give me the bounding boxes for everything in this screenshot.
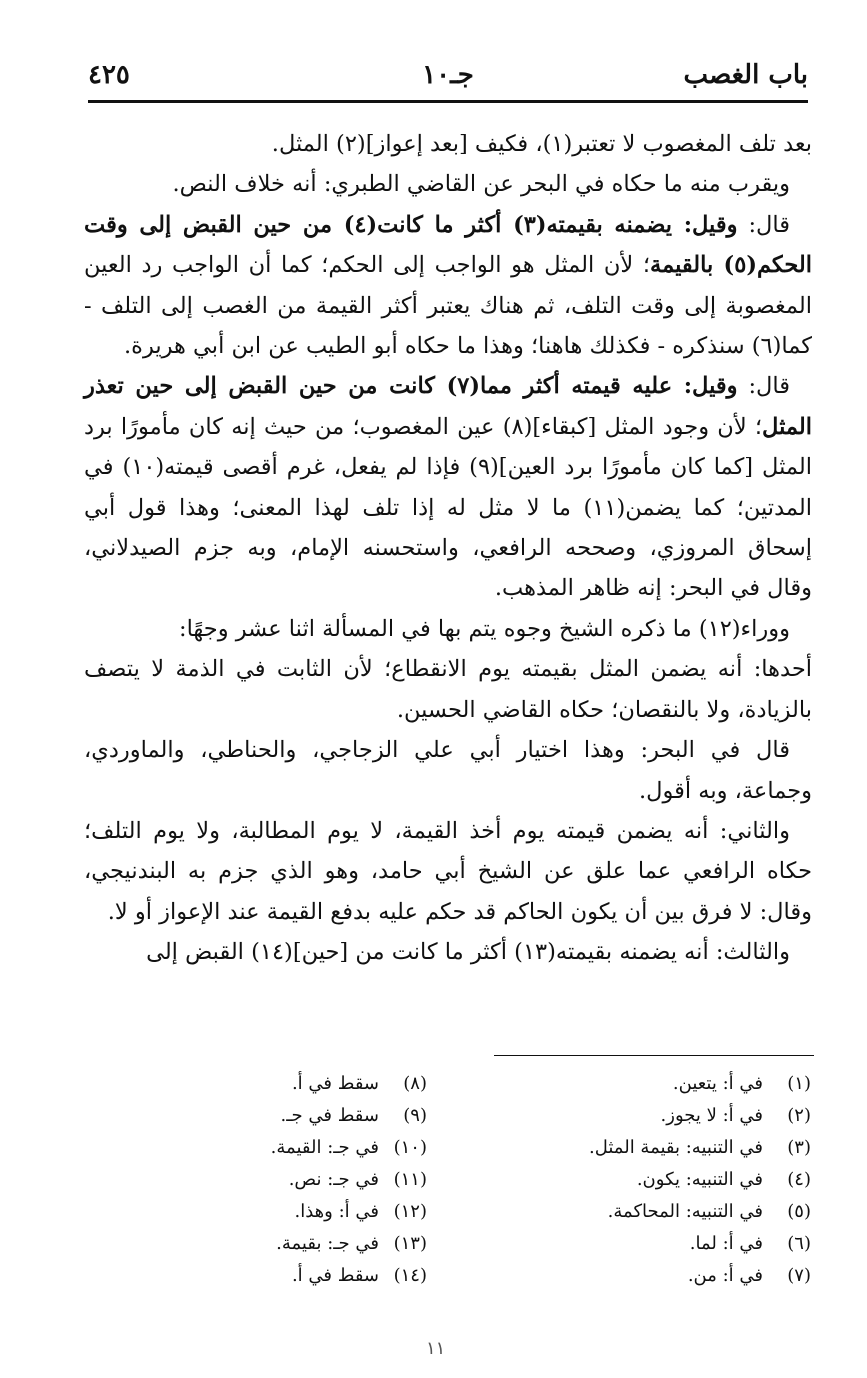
footnote — [107, 1100, 427, 1132]
paragraph-8: والثاني: أنه يضمن قيمته يوم أخذ القيمة، لا يوم المطالبة، ولا يوم التلف؛ حكاه الرافعي عما علق عن الشيخ أبي حامد، وهو الذي جزم به البندنيجي، وقال: لا فرق بين أن يكون الحاكم قد حكم عليه بدفع القيمة عند الإعواز أو لا. — [84, 817, 812, 925]
footnote — [491, 1132, 811, 1164]
footnote-number: (٨) — [403, 1073, 427, 1094]
footnote — [107, 1132, 427, 1164]
page-number: ٤٢٥ — [88, 60, 130, 90]
footnote-number: (٢) — [787, 1105, 811, 1126]
paragraph-3-lead: قال: — [737, 211, 790, 238]
footnote-text: سقط في أ. — [291, 1265, 379, 1286]
footnote-number: (١٣) — [393, 1233, 427, 1254]
footnote-number: (٦) — [787, 1233, 811, 1254]
footnote-text: في التنبيه: المحاكمة. — [607, 1201, 763, 1222]
footnote — [107, 1260, 427, 1292]
footnotes-right-column — [491, 1068, 811, 1292]
footnote-text: في أ: لما. — [689, 1233, 763, 1254]
footnote-number: (٩) — [403, 1105, 427, 1126]
paragraph-5: ووراء(١٢) ما ذكره الشيخ وجوه يتم بها في المسألة اثنا عشر وجهًا: — [179, 615, 790, 642]
handwritten-page-mark: ١١ — [426, 1338, 446, 1359]
footnote-text: سقط في أ. — [291, 1073, 379, 1094]
header-rule — [88, 100, 808, 103]
footnote-number: (١٢) — [393, 1201, 427, 1222]
footnote-number: (٣) — [787, 1137, 811, 1158]
paragraph-4-bold: وقيل: عليه قيمته أكثر مما(٧) كانت من حين القبض إلى حين تعذر المثل — [84, 373, 812, 440]
footnote-text: في أ: من. — [687, 1265, 763, 1286]
footnote-number: (١) — [787, 1073, 811, 1094]
running-header — [88, 60, 808, 100]
footnote-number: (١٠) — [393, 1137, 427, 1158]
paragraph-4-lead: قال: — [737, 373, 790, 400]
footnote — [107, 1196, 427, 1228]
footnote-number: (١١) — [393, 1169, 427, 1190]
footnote — [107, 1068, 427, 1100]
footnote-number: (٤) — [787, 1169, 811, 1190]
volume-label: جـ١٠ — [422, 60, 474, 90]
footnote-text: في أ: وهذا. — [294, 1201, 379, 1222]
paragraph-4-rest: ؛ لأن وجود المثل [كبقاء](٨) عين المغصوب؛ من حيث إنه كان مأمورًا برد المثل [كما كان مأمورًا برد العين](٩) فإذا لم يفعل، غرم أقصى قيمته(١٠) في المدتين؛ كما يضمن(١١) ما لا مثل له إذا تلف لهذا المعنى؛ وهذا قول أبي إسحاق المروزي، وصححه الرافعي، واستحسنه الإمام، وبه جزم الصيدلاني، وقال في البحر: إنه ظاهر المذهب. — [84, 413, 812, 602]
paragraph-1: بعد تلف المغصوب لا تعتبر(١)، فكيف [بعد إعواز](٢) المثل. — [271, 131, 812, 157]
paragraph-4 — [84, 366, 812, 608]
footnote-number: (١٤) — [393, 1265, 427, 1286]
footnotes-left-column — [107, 1068, 427, 1292]
paragraph-7: قال في البحر: وهذا اختيار أبي علي الزجاجي، والحناطي، والماوردي، وجماعة، وبه أقول. — [84, 737, 812, 804]
footnote-text: في التنبيه: بقيمة المثل. — [589, 1137, 763, 1158]
footnote-rule — [494, 1055, 814, 1056]
footnote — [491, 1100, 811, 1132]
chapter-title: باب الغصب — [683, 60, 808, 90]
footnote-text: في أ: لا يجوز. — [660, 1105, 763, 1126]
footnote-text: في جـ: بقيمة. — [276, 1233, 379, 1254]
footnote-text: في التنبيه: يكون. — [636, 1169, 763, 1190]
footnote — [491, 1164, 811, 1196]
footnote-number: (٥) — [787, 1201, 811, 1222]
footnote-text: في جـ: نص. — [288, 1169, 379, 1190]
main-text — [84, 124, 812, 973]
footnote — [107, 1164, 427, 1196]
paragraph-6: أحدها: أنه يضمن المثل بقيمته يوم الانقطاع؛ لأن الثابت في الذمة لا يتصف بالزيادة، ولا بالنقصان؛ حكاه القاضي الحسين. — [84, 656, 812, 723]
footnote — [491, 1068, 811, 1100]
paragraph-9: والثالث: أنه يضمنه بقيمته(١٣) أكثر ما كانت من [حين](١٤) القبض إلى — [146, 939, 790, 966]
footnote — [491, 1196, 811, 1228]
footnote-text: سقط في جـ. — [280, 1105, 379, 1126]
paragraph-3-bold: وقيل: يضمنه بقيمته(٣) أكثر ما كانت(٤) من حين القبض إلى وقت الحكم(٥) بالقيمة — [84, 211, 812, 279]
footnote-text: في جـ: القيمة. — [270, 1137, 379, 1158]
footnote — [491, 1260, 811, 1292]
footnote-number: (٧) — [787, 1265, 811, 1286]
footnote-text: في أ: يتعين. — [672, 1073, 763, 1094]
paragraph-3 — [84, 205, 812, 367]
paragraph-3-rest: ؛ لأن المثل هو الواجب إلى الحكم؛ كما أن الواجب رد العين المغصوبة إلى وقت التلف، ثم هناك يعتبر أكثر القيمة من الغصب إلى التلف - كما(٦) سنذكره - فكذلك هاهنا؛ وهذا ما حكاه أبو الطيب عن ابن أبي هريرة. — [84, 252, 812, 360]
footnote — [491, 1228, 811, 1260]
paragraph-2: ويقرب منه ما حكاه في البحر عن القاضي الطبري: أنه خلاف النص. — [172, 171, 790, 198]
footnote — [107, 1228, 427, 1260]
